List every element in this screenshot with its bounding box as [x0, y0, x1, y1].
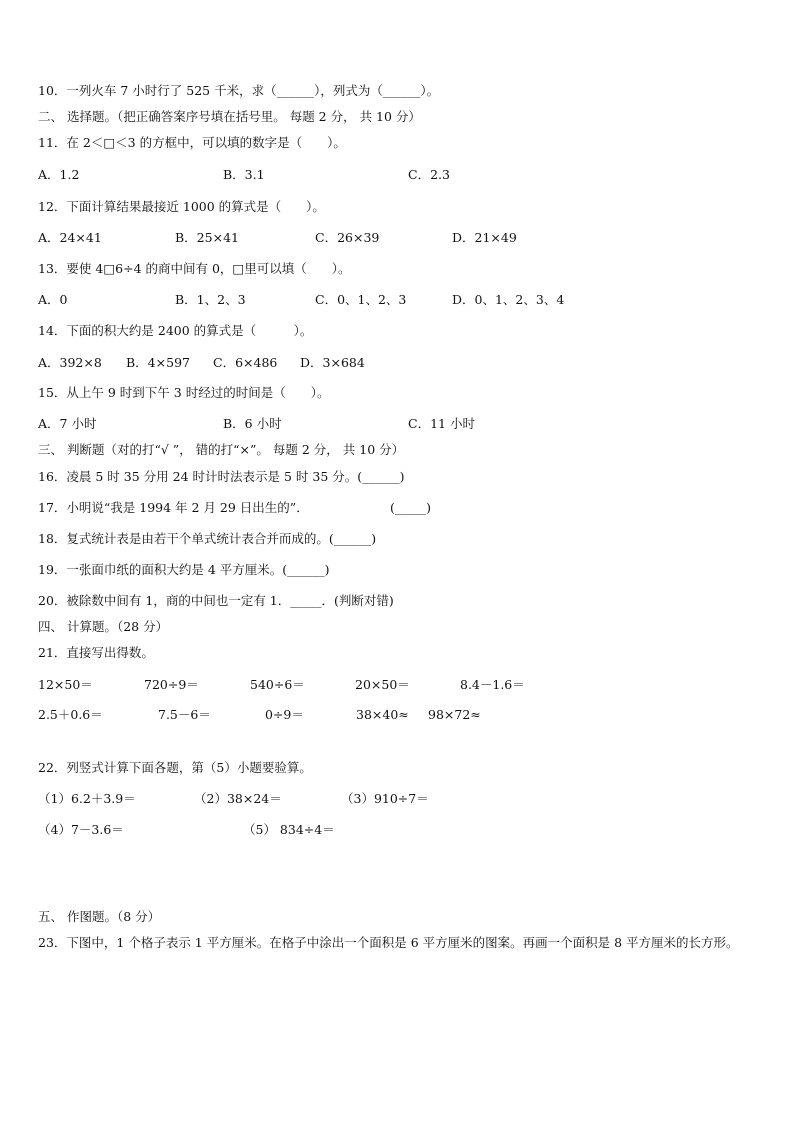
option-b: B．1、2、3: [175, 292, 246, 307]
oral-calc-item: 0÷9＝: [265, 707, 304, 722]
oral-calc-item: 540÷6＝: [250, 677, 305, 692]
option-d: D．3×684: [300, 355, 365, 370]
option-a: A．0: [38, 292, 68, 307]
vertical-calc-item: （5） 834÷4＝: [243, 822, 335, 837]
option-c: C．11 小时: [408, 416, 475, 431]
option-c: C．26×39: [315, 230, 380, 245]
question-15-stem: 15．从上午 9 时到下午 3 时经过的时间是（ ）。: [38, 385, 330, 400]
question-18: 18．复式统计表是由若干个单式统计表合并而成的。(______): [38, 531, 377, 546]
oral-calc-item: 2.5＋0.6＝: [38, 707, 103, 722]
oral-calc-item: 7.5－6＝: [158, 707, 211, 722]
oral-calc-item: 38×40≈: [356, 707, 409, 722]
question-22-stem: 22．列竖式计算下面各题，第（5）小题要验算。: [38, 760, 312, 775]
option-a: A．392×8: [38, 355, 102, 370]
option-b: B．6 小时: [223, 416, 282, 431]
option-a: A．7 小时: [38, 416, 97, 431]
section-2-heading: 二、 选择题。（把正确答案序号填在括号里。 每题 2 分， 共 10 分）: [38, 109, 421, 124]
vertical-calc-item: （4）7－3.6＝: [38, 822, 124, 837]
option-b: B．4×597: [126, 355, 190, 370]
option-d: D．0、1、2、3、4: [452, 292, 565, 307]
question-12-stem: 12．下面计算结果最接近 1000 的算式是（ ）。: [38, 199, 325, 214]
oral-calc-item: 720÷9＝: [144, 677, 199, 692]
question-19: 19．一张面巾纸的面积大约是 4 平方厘米。(______): [38, 562, 330, 577]
option-c: C．0、1、2、3: [315, 292, 407, 307]
oral-calc-item: 98×72≈: [428, 707, 481, 722]
oral-calc-item: 12×50＝: [38, 677, 93, 692]
oral-calc-item: 8.4－1.6＝: [460, 677, 525, 692]
section-4-heading: 四、 计算题。（28 分）: [38, 619, 169, 634]
option-c: C．2.3: [408, 167, 450, 182]
question-11-stem: 11．在 2＜□＜3 的方框中，可以填的数字是（ ）。: [38, 135, 346, 150]
vertical-calc-item: （3）910÷7＝: [341, 791, 429, 806]
vertical-calc-item: （1）6.2＋3.9＝: [38, 791, 136, 806]
question-13-stem: 13．要使 4□6÷4 的商中间有 0，□里可以填（ ）。: [38, 261, 351, 276]
question-16: 16．凌晨 5 时 35 分用 24 时计时法表示是 5 时 35 分。(______): [38, 469, 405, 484]
answer-blank: (_____): [390, 500, 432, 515]
option-b: B．3.1: [223, 167, 265, 182]
vertical-calc-item: （2）38×24＝: [194, 791, 282, 806]
question-23: 23．下图中，1 个格子表示 1 平方厘米。在格子中涂出一个面积是 6 平方厘米的图案。再画一个面积是 8 平方厘米的长方形。: [38, 935, 739, 950]
question-10: 10．一列火车 7 小时行了 525 千米，求（______），列式为（______）。: [38, 83, 440, 98]
question-20: 20．被除数中间有 1，商的中间也一定有 1．_____．(判断对错): [38, 593, 394, 608]
question-14-stem: 14．下面的积大约是 2400 的算式是（ ）。: [38, 323, 313, 338]
question-21-stem: 21．直接写出得数。: [38, 645, 154, 660]
oral-calc-item: 20×50＝: [355, 677, 410, 692]
option-a: A．1.2: [38, 167, 80, 182]
option-b: B．25×41: [175, 230, 239, 245]
option-d: D．21×49: [452, 230, 517, 245]
section-3-heading: 三、 判断题（对的打“√ ”， 错的打“×”。 每题 2 分， 共 10 分）: [38, 442, 405, 457]
question-17-text: 17．小明说“我是 1994 年 2 月 29 日出生的”．: [38, 500, 309, 515]
option-c: C．6×486: [213, 355, 278, 370]
section-5-heading: 五、 作图题。（8 分）: [38, 909, 161, 924]
option-a: A．24×41: [38, 230, 102, 245]
